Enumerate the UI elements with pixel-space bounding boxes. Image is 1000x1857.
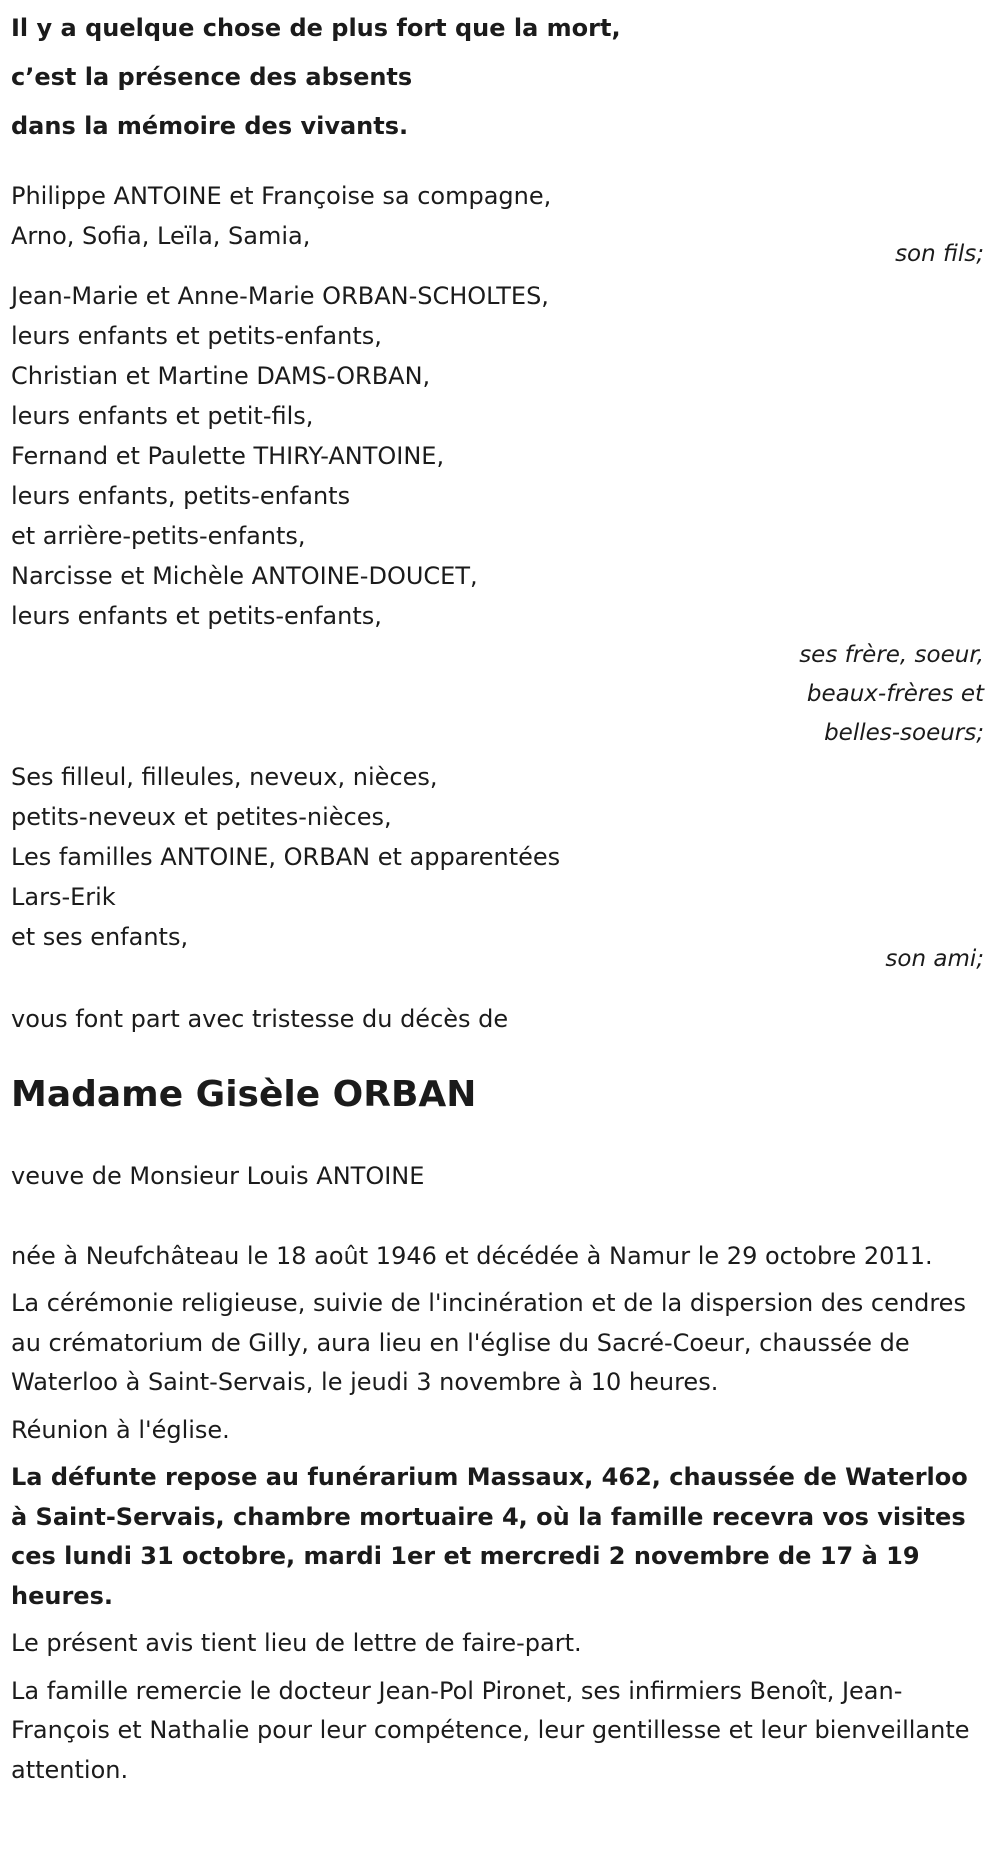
family-line: leurs enfants et petits-enfants, — [11, 322, 382, 350]
reunion-note: Réunion à l'église. — [11, 1415, 230, 1444]
funerarium-details: La défunte repose au funérarium Massaux, 462, chaussée de Waterloo à Saint-Servais, chambre mortuaire 4, où la famille recevra vos visites ces lundi 31 octobre, mardi 1er et mercredi 2 novembre de 17 à 19 heures. — [11, 1463, 968, 1610]
ceremony-details: La cérémonie religieuse, suivie de l'incinération et de la dispersion des cendres au crématorium de Gilly, aura lieu en l'église du Sacré-Coeur, chaussée de Waterloo à Saint-Servais, le jeudi 3 novembre à 10 heures. — [11, 1289, 966, 1396]
family-line: Christian et Martine DAMS-ORBAN, — [11, 362, 431, 390]
relation-label: ses frère, soeur, — [799, 642, 984, 668]
family-line: Arno, Sofia, Leïla, Samia, — [11, 222, 311, 250]
family-line: leurs enfants, petits-enfants — [11, 482, 351, 510]
siblings-group — [11, 276, 986, 636]
relation-label: beaux-frères et — [806, 681, 984, 707]
family-line: Les familles ANTOINE, ORBAN et apparentées — [11, 843, 561, 871]
family-line: et ses enfants, — [11, 923, 189, 951]
family-line: leurs enfants et petit-fils, — [11, 402, 314, 430]
announcement: vous font part avec tristesse du décès de — [11, 1005, 509, 1033]
widow-of: veuve de Monsieur Louis ANTOINE — [11, 1162, 425, 1190]
relation-label: belles-soeurs; — [824, 720, 984, 746]
birth-death-dates: née à Neufchâteau le 18 août 1946 et décédée à Namur le 29 octobre 2011. — [11, 1241, 933, 1270]
relation-label: son ami; — [885, 946, 984, 972]
opening-quote — [11, 0, 986, 151]
family-line: Lars-Erik — [11, 883, 116, 911]
quote-line: c’est la présence des absents — [11, 63, 413, 91]
deceased-name: Madame Gisèle ORBAN — [11, 1074, 477, 1115]
family-line: petits-neveux et petites-nièces, — [11, 803, 392, 831]
relation-label: son fils; — [895, 241, 984, 267]
family-line: Ses filleul, filleules, neveux, nièces, — [11, 763, 438, 791]
notice-line: Le présent avis tient lieu de lettre de faire-part. — [11, 1629, 582, 1657]
family-line: leurs enfants et petits-enfants, — [11, 602, 382, 630]
friend-group — [11, 757, 986, 957]
obituary-content — [11, 0, 986, 1790]
family-line: et arrière-petits-enfants, — [11, 522, 306, 550]
thanks-paragraph: La famille remercie le docteur Jean-Pol Pironet, ses infirmiers Benoît, Jean-François et Nathalie pour leur compétence, leur gentillesse et leur bienveillante attention. — [11, 1676, 970, 1784]
family-line: Philippe ANTOINE et Françoise sa compagne, — [11, 182, 552, 210]
family-line: Jean-Marie et Anne-Marie ORBAN-SCHOLTES, — [11, 282, 549, 310]
quote-line: dans la mémoire des vivants. — [11, 112, 409, 140]
relation-siblings — [11, 636, 986, 753]
family-line: Fernand et Paulette THIRY-ANTOINE, — [11, 442, 445, 470]
quote-line: Il y a quelque chose de plus fort que la mort, — [11, 14, 621, 42]
family-line: Narcisse et Michèle ANTOINE-DOUCET, — [11, 562, 478, 590]
